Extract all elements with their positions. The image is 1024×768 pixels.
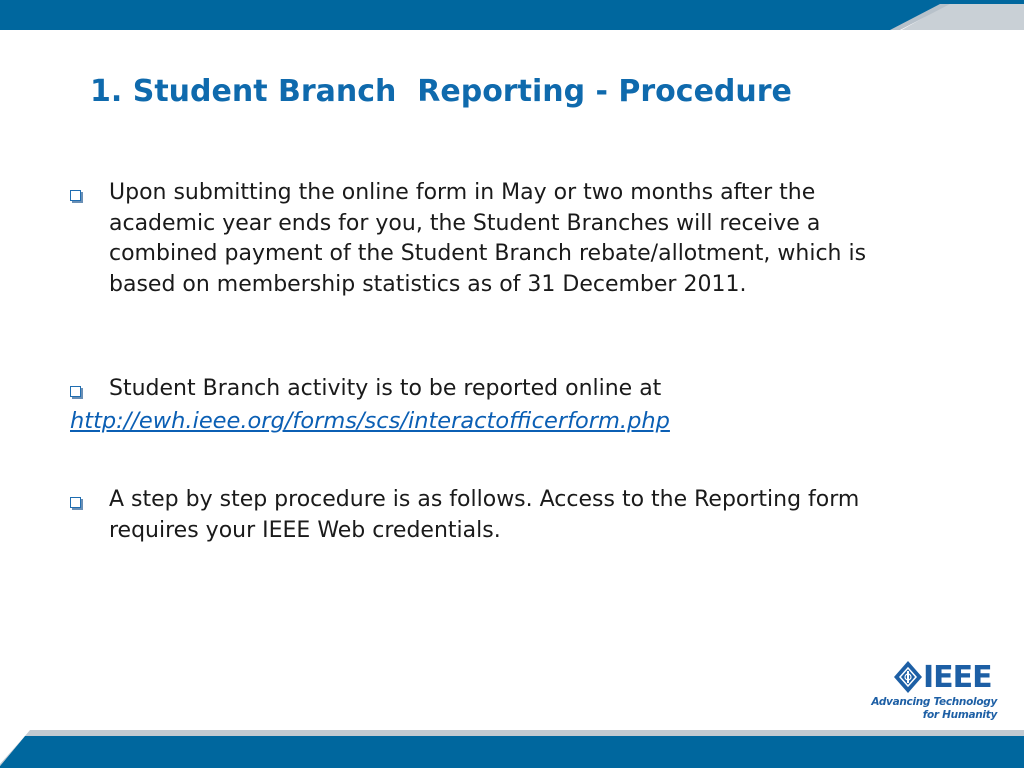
bottom-banner	[0, 728, 1024, 768]
logo-tagline-line1: Advancing Technology	[871, 696, 997, 708]
ieee-diamond-icon	[893, 660, 923, 694]
bullet-text: Student Branch activity is to be reported online at	[109, 376, 662, 401]
ieee-wordmark: IEEE	[923, 660, 992, 695]
slide-title: 1. Student Branch Reporting - Procedure	[90, 74, 792, 109]
top-banner	[0, 0, 1024, 32]
ieee-logo	[871, 658, 1005, 724]
hollow-square-bullet-icon	[70, 497, 81, 508]
reporting-form-link[interactable]: http://ewh.ieee.org/forms/scs/interactofficerform.php	[70, 408, 670, 434]
bullet-text: Upon submitting the online form in May or two months after the academic year ends for you, the Student Branches will receive a combined payment of the Student Branch rebate/allotment, which is based on membership statistics as of 31 December 2011.	[109, 180, 867, 297]
logo-tagline-line2: for Humanity	[922, 709, 997, 721]
hollow-square-bullet-icon	[70, 190, 81, 201]
bullet-text: A step by step procedure is as follows. Access to the Reporting form requires your IEEE Web credentials.	[109, 487, 860, 543]
hollow-square-bullet-icon	[70, 386, 81, 397]
